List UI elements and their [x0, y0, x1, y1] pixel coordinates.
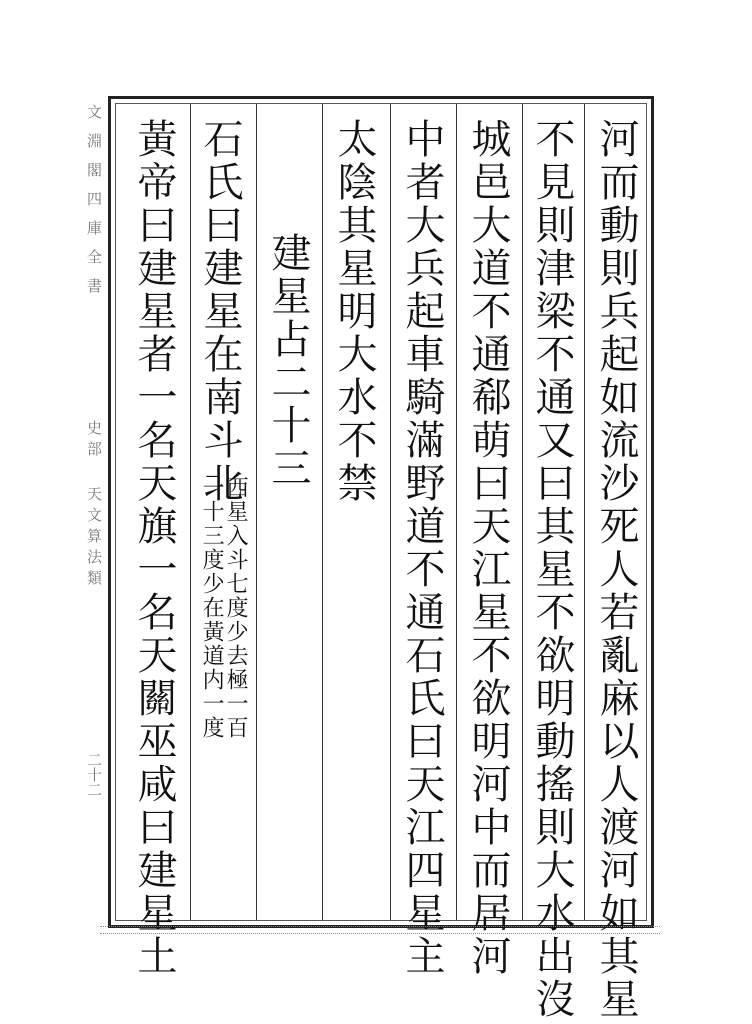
text-column-4	[399, 118, 445, 978]
column-text: 石氏曰建星在南斗北	[197, 118, 243, 505]
text-column-8	[197, 118, 243, 505]
column-rule	[390, 104, 391, 920]
column-text-part-a: 城邑大道不通	[465, 118, 511, 376]
column-text: 不見則津梁不通又曰其星不欲明動搖則大水出沒	[529, 118, 575, 1021]
column-rule	[522, 104, 523, 920]
column-rule	[256, 104, 257, 920]
section-heading	[265, 232, 311, 490]
annotation-text: 西星入斗七度少去極一百	[223, 476, 249, 740]
column-text: 河而動則兵起如流沙死人若亂麻以人渡河如其星	[593, 118, 639, 1021]
annotation-line-2	[200, 476, 223, 740]
column-rule	[456, 104, 457, 920]
column-text-part-b: 郗萌曰天江星不欲明河中而居河	[465, 376, 511, 978]
column-text: 太陰其星明大水不禁	[331, 118, 377, 505]
column-text-part-b: 巫咸曰建星土	[131, 720, 177, 978]
annotation-line-1	[224, 476, 247, 740]
heading-text: 建星占二十三	[265, 232, 311, 490]
column-rule	[584, 104, 585, 920]
text-column-5	[331, 118, 377, 505]
text-frame	[108, 96, 654, 1021]
margin-section-label: 史部 天文算法類	[85, 420, 103, 591]
folio-number: 二十二	[85, 752, 103, 797]
column-rule	[190, 104, 191, 920]
column-text-part-a: 黃帝曰建星者一名天旗一名天關	[131, 118, 177, 720]
margin-book-title: 文淵閣四庫全書	[85, 104, 103, 307]
text-column-9	[131, 118, 177, 978]
column-text-part-b: 石氏曰天江四星主	[399, 634, 445, 978]
column-rule	[322, 104, 323, 920]
text-column-1	[593, 118, 639, 1021]
text-column-2	[529, 118, 575, 1021]
text-frame-inner	[115, 103, 647, 1021]
annotation-text: 一十三度少在黃道内一度	[199, 476, 225, 740]
text-column-3	[465, 118, 511, 978]
column-text-part-a: 中者大兵起車騎滿野道不通	[399, 118, 445, 634]
bottom-border-strip	[100, 926, 660, 934]
